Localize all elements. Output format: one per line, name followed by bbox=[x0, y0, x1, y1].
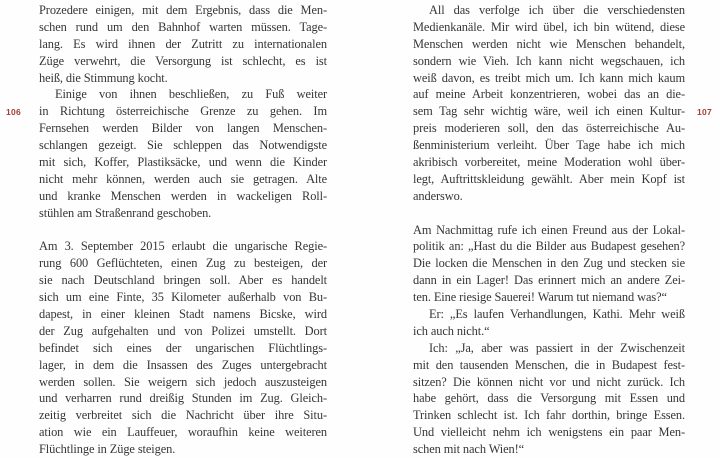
text-line: schen mit nach Wien!“ bbox=[413, 442, 525, 457]
text-line: auf meine Arbeit konzentrieren, wobei das an die- bbox=[413, 87, 685, 102]
text-line: in Richtung österreichische Grenze zu gehen. Im bbox=[39, 104, 327, 119]
text-line: mit sich, Koffer, Plastiksäcke, und wenn die Kinder bbox=[39, 155, 327, 170]
text-line: lang. Es wird ihnen der Zutritt zu internationalen bbox=[39, 36, 327, 51]
text-line: akribisch vorbereitet, meine Moderation wohl über- bbox=[413, 155, 685, 170]
text-line: preis moderieren soll, den das österreichische Au- bbox=[413, 121, 685, 136]
text-line: All das verfolge ich über die verschiedensten bbox=[429, 3, 685, 17]
text-line: Am 3. September 2015 erlaubt die ungarische Regie- bbox=[39, 239, 327, 254]
paragraph-spacer bbox=[39, 222, 327, 239]
text-line: ßenministerium verleiht. Über Tage habe ich mich bbox=[413, 138, 685, 153]
text-line: Und vielleicht nehm ich wenigstens ein paar Men- bbox=[413, 425, 685, 440]
text-line: sich um eine Finte, 35 Kilometer außerhalb von Bu- bbox=[39, 290, 327, 305]
text-line: Prozedere einigen, mit dem Ergebnis, dass die Men- bbox=[39, 3, 327, 17]
text-line: dann in ein Lager! Das erinnert mich an andere Zei- bbox=[413, 273, 685, 288]
text-line: legt, Auftrittskleidung gewählt. Aber mein Kopf ist bbox=[413, 171, 685, 186]
text-line: sondern wie Vieh. Ich kann nicht wegschauen, ich bbox=[413, 53, 685, 68]
paragraph bbox=[413, 306, 685, 340]
text-line: zeitig verbreitet sich die Nachricht über ihre Situ- bbox=[39, 408, 327, 423]
text-line: Er: „Es laufen Verhandlungen, Kathi. Mehr weiß bbox=[429, 307, 685, 322]
text-line: Ich: „Ja, aber was passiert in der Zwischenzeit bbox=[429, 340, 685, 355]
text-line: Trinken schlecht ist. Ich fahr dorthin, bringe Essen. bbox=[413, 408, 685, 423]
paragraph bbox=[39, 2, 327, 86]
text-line: Flüchtlinge in Züge steigen. bbox=[39, 442, 176, 457]
text-line: befindet sich eines der ungarischen Flüchtlings- bbox=[39, 340, 327, 355]
text-line: sie nach Deutschland bringen soll. Aber es handelt bbox=[39, 273, 327, 288]
text-line: stühlen am Straßenrand geschoben. bbox=[39, 205, 212, 220]
page-number-right: 107 bbox=[697, 107, 713, 117]
text-line: der Zug aufgehalten und von Polizei umstellt. Dort bbox=[39, 323, 327, 338]
text-line: politik an: „Hast du die Bilder aus Budapest gesehen? bbox=[413, 239, 685, 254]
text-line: anderswo. bbox=[413, 188, 463, 203]
page-number-left: 106 bbox=[6, 107, 22, 117]
text-line: Einige von ihnen beschließen, zu Fuß weiter bbox=[55, 87, 327, 102]
right-page-text bbox=[413, 2, 685, 458]
text-line: habe gehört, dass die Versorgung mit Essen und bbox=[413, 391, 685, 406]
text-line: ten. Eine riesige Sauerei! Warum tut niemand was?“ bbox=[413, 290, 667, 305]
text-line: und kranke Menschen werden in wackeligen Roll- bbox=[39, 188, 327, 203]
text-line: und verharren rund dreißig Stunden im Zug. Gleich- bbox=[39, 391, 327, 406]
paragraph-spacer bbox=[413, 205, 685, 222]
text-line: Menschen werden nicht wie Menschen behandelt, bbox=[413, 36, 685, 51]
text-line: dapest, in einer kleinen Stadt namens Bicske, wird bbox=[39, 307, 327, 322]
text-line: mit den tausenden Menschen, die in Budapest fest- bbox=[413, 357, 685, 372]
text-line: Züge verwehrt, die Versorgung ist schlecht, es ist bbox=[39, 53, 327, 68]
left-page-text bbox=[39, 2, 327, 458]
text-line: schlangen gezeigt. Sie schleppen das Notwendigste bbox=[39, 138, 327, 153]
text-line: Fernsehen werden Bilder von langen Menschen- bbox=[39, 121, 327, 136]
paragraph bbox=[39, 238, 327, 458]
text-line: rung 600 Geflüchteten, einen Zug zu besteigen, der bbox=[39, 256, 327, 271]
text-line: ich auch nicht.“ bbox=[413, 323, 490, 338]
text-line: Die locken die Menschen in den Zug und stecken sie bbox=[413, 256, 685, 271]
text-line: werden sollen. Sie weigern sich jedoch auszusteigen bbox=[39, 374, 327, 389]
text-line: nicht mehr können, werden auch sie getragen. Alte bbox=[39, 171, 327, 186]
text-line: Am Nachmittag rufe ich einen Freund aus der Lokal- bbox=[413, 222, 685, 237]
text-line: sem Tag sehr wichtig wäre, weil ich einen Kultur- bbox=[413, 104, 685, 119]
paragraph bbox=[413, 2, 685, 205]
text-line: Medienkanäle. Mir wird übel, ich bin wütend, diese bbox=[413, 19, 685, 34]
text-line: ation wie ein Lauffeuer, woraufhin keine weiteren bbox=[39, 425, 327, 440]
paragraph bbox=[39, 86, 327, 221]
paragraph bbox=[413, 222, 685, 306]
text-line: weiß davon, es treibt mich um. Ich kann mich kaum bbox=[413, 70, 685, 85]
text-line: lager, in dem die Insassen des Zuges untergebracht bbox=[39, 357, 327, 372]
text-line: sitzen? Die können nicht vor und nicht zurück. Ich bbox=[413, 374, 685, 389]
text-line: heiß, die Stimmung kocht. bbox=[39, 70, 168, 85]
text-line: schen rund um den Bahnhof warten müssen. Tage- bbox=[39, 19, 327, 34]
paragraph bbox=[413, 340, 685, 458]
